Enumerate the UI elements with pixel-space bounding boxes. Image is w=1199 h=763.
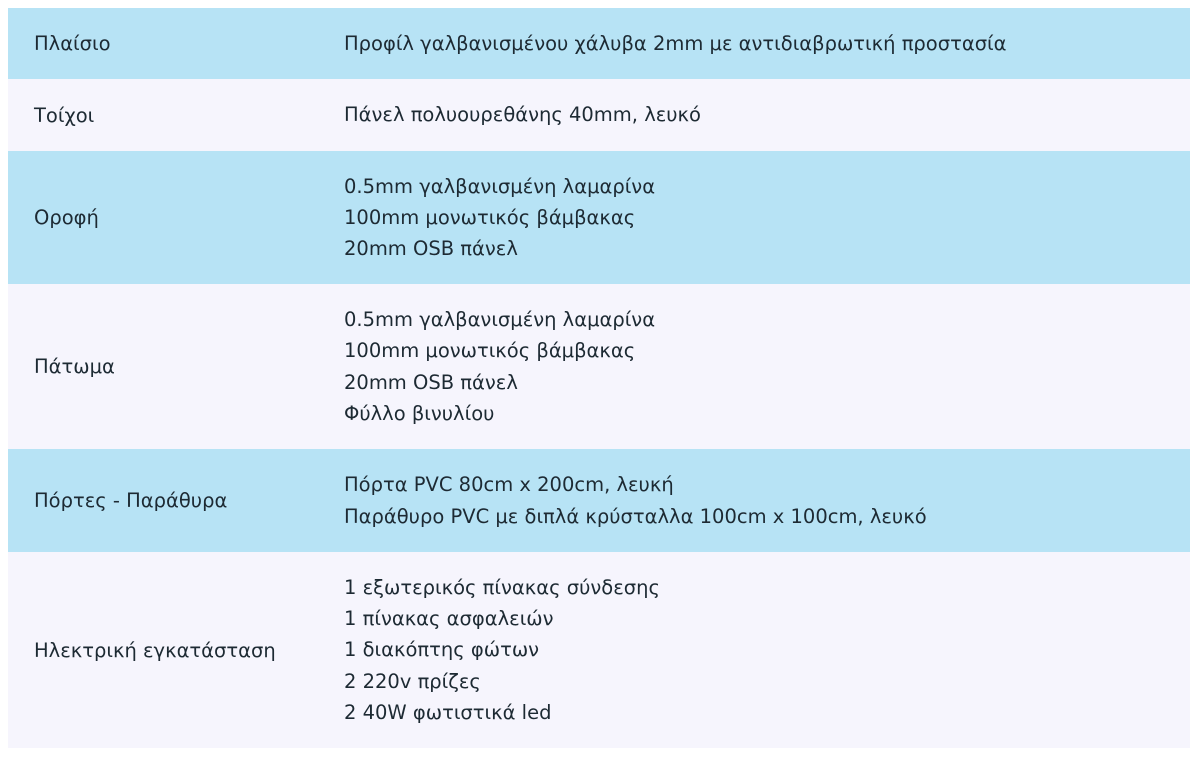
row-value	[344, 171, 1190, 265]
value-line: Πόρτα PVC 80cm x 200cm, λευκή	[344, 473, 674, 497]
value-line: 20mm OSB πάνελ	[344, 237, 518, 261]
row-value	[344, 28, 1190, 59]
row-value	[344, 572, 1190, 728]
value-line: Προφίλ γαλβανισμένου χάλυβα 2mm με αντιδιαβρωτική προστασία	[344, 31, 1007, 55]
table-row-doors-windows	[8, 449, 1190, 552]
table-row-roof	[8, 151, 1190, 284]
row-label: Πλαίσιο	[34, 32, 111, 55]
row-label: Πόρτες - Παράθυρα	[34, 489, 228, 512]
value-line: Φύλλο βινυλίου	[344, 401, 495, 425]
row-value	[344, 99, 1190, 130]
table-row-floor	[8, 284, 1190, 449]
row-label: Ηλεκτρική εγκατάσταση	[34, 638, 276, 662]
table-row-frame	[8, 8, 1190, 79]
value-line: Παράθυρο PVC με διπλά κρύσταλλα 100cm x 100cm, λευκό	[344, 504, 927, 528]
value-line: 1 διακόπτης φώτων	[344, 638, 540, 662]
table-row-walls	[8, 79, 1190, 151]
value-line: 0.5mm γαλβανισμένη λαμαρίνα	[344, 174, 656, 198]
value-line: 100mm μονωτικός βάμβακας	[344, 205, 636, 229]
row-value	[344, 304, 1190, 429]
value-line: 2 40W φωτιστικά led	[344, 700, 552, 724]
value-line: 2 220v πρίζες	[344, 669, 481, 693]
value-line: 0.5mm γαλβανισμένη λαμαρίνα	[344, 308, 656, 332]
value-line: 1 πίνακας ασφαλειών	[344, 607, 554, 631]
table-row-electrical	[8, 552, 1190, 748]
value-line: 100mm μονωτικός βάμβακας	[344, 339, 636, 363]
row-value	[344, 469, 1190, 531]
specifications-table	[8, 8, 1190, 748]
row-label: Τοίχοι	[34, 103, 95, 127]
value-line: 20mm OSB πάνελ	[344, 370, 518, 394]
row-label: Οροφή	[34, 206, 99, 229]
value-line: 1 εξωτερικός πίνακας σύνδεσης	[344, 575, 660, 599]
row-label: Πάτωμα	[34, 355, 115, 378]
value-line: Πάνελ πολυουρεθάνης 40mm, λευκό	[344, 103, 701, 127]
